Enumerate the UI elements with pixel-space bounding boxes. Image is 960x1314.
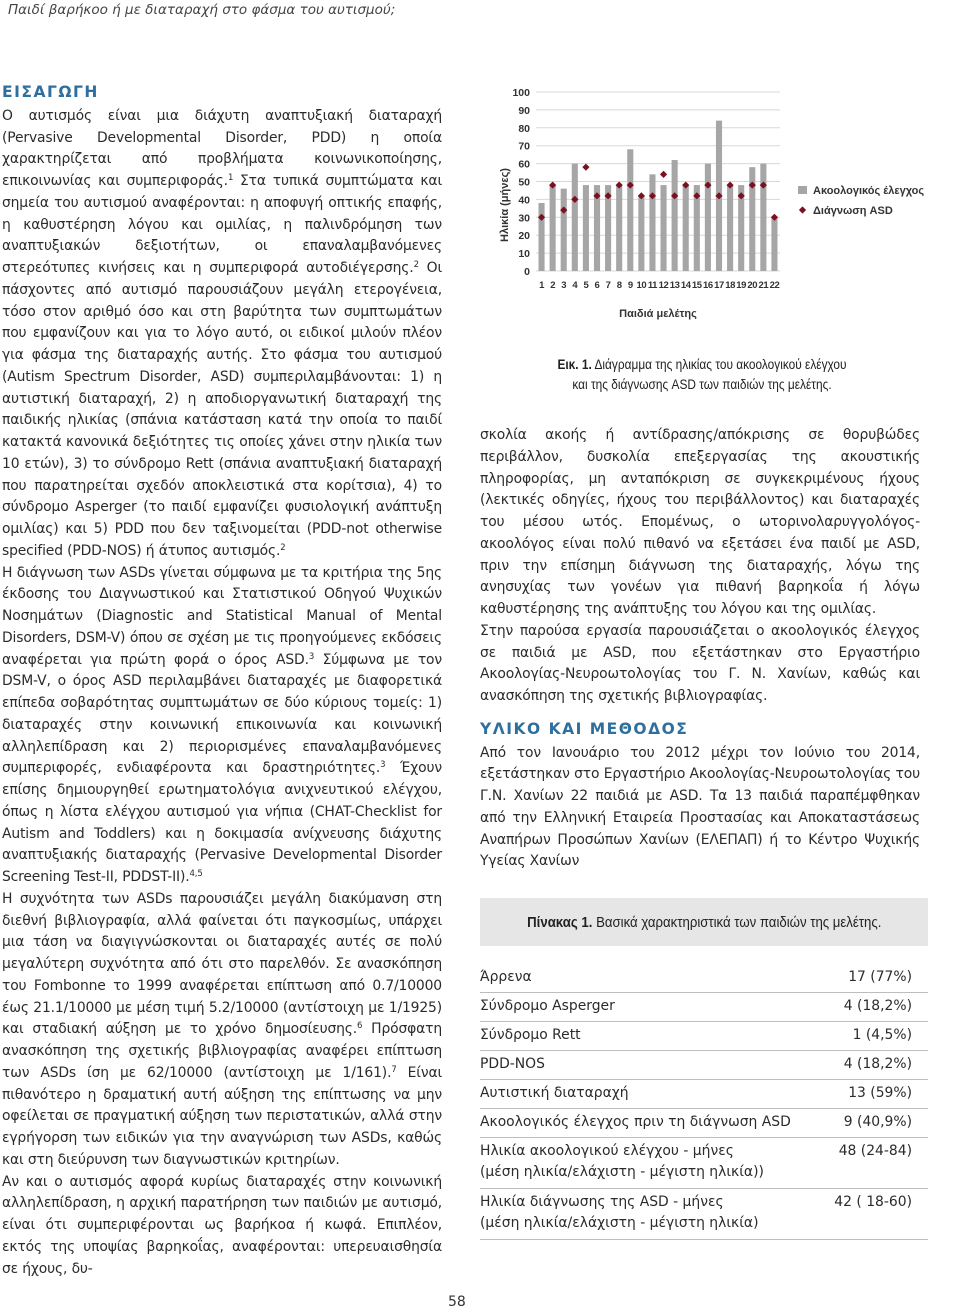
chart-xtick-label: 19 (736, 280, 747, 291)
chart-ytick-label: 100 (512, 87, 530, 99)
chart-bar (660, 185, 666, 271)
table-row-value: 4 (18,2%) (843, 1056, 912, 1072)
table-row (480, 1080, 928, 1109)
chart-xtick-label: 22 (769, 280, 780, 291)
paragraph-intro-3: Η συχνότητα των ASDs παρουσιάζει μεγάλη διακύμανση στη διεθνή βιβλιογραφία, αλλά φαίνεται ότι παγκοσμίως, υπάρχει μια τάση να διαγιγνώσκονται οι διαταραχές αυτές σε πολύ μεγαλύτερη συχνότητα από ότι στο παρελθόν. Σε ανασκόπηση του Fombonne το 1999 αναφέρεται επίπτωση από 0.7/10000 έως 21.1/10000 με μέση τιμή 5.2/10000 (αντίστοιχη με 1/1925) και σταδιακή αύξηση με το χρόνο δημοσίευσης.$^6$ Πρόσφατη ανασκόπηση της σχετικής βιβλιογραφίας αναφέρει επίπτωση των ASDs ίση με 62/10000 (αντίστοιχη με 1/161).$^7$ Είναι πιθανότερο η δραματική αυτή αύξηση της επίπτωσης να μην οφείλεται σε πραγματική αύξηση των περιστατικών, αλλά στην εγρήγορση των ειδικών για την αναγνώριση των ASDs, καθώς και στη διεύρυνση των διαγνωστικών κριτηρίων. (2, 890, 442, 1168)
legend-swatch-marker (799, 206, 806, 213)
chart-xtick-label: 8 (616, 280, 622, 291)
table-row-label: Ακοολογικός έλεγχος πριν τη διάγνωση ASD (480, 1114, 791, 1130)
table-row-value: 48 (24-84) (838, 1143, 912, 1159)
chart-legend (798, 185, 924, 217)
figure-chart (480, 80, 930, 380)
chart-xtick-label: 10 (636, 280, 647, 291)
table-row (480, 1051, 928, 1080)
paragraph-intro-4: Αν και ο αυτισμός αφορά κυρίως διαταραχές στην κοινωνική αλληλεπίδραση, η αρχική παρατήρηση των παιδιών με αυτισμό, είναι ότι συμπεριφέρονται ως βαρήκοα ή κωφά. Επιπλέον, εκτός της υποψίας βαρηκοΐας, αναφέρονται: υπερευαισθησία σε ήχους, δυ- (2, 1173, 442, 1277)
chart-bar (538, 203, 544, 271)
chart-xtick-label: 17 (714, 280, 724, 291)
table-row-value: 1 (4,5%) (852, 1027, 912, 1043)
chart-bar (771, 217, 777, 271)
table-row-value: 4 (18,2%) (843, 998, 912, 1014)
right-column (480, 425, 920, 873)
figure-caption-line1: Διάγραμμα της ηλικίας του ακοολογικού ελέγχου (594, 357, 847, 372)
chart-xtick-label: 6 (594, 280, 600, 291)
chart-bar (672, 160, 678, 271)
table-row-label: Σύνδρομο Rett (480, 1027, 581, 1043)
figure-label: Εικ. 1. (557, 357, 592, 372)
chart-bar (683, 185, 689, 271)
table-row (480, 1189, 928, 1240)
running-head: Παιδί βαρήκοο ή με διαταραχή στο φάσμα του αυτισμού; (8, 2, 396, 18)
table-row-label: Ηλικία ακοολογικού ελέγχου - μήνες (μέση ηλικία/ελάχιστη - μέγιστη ηλικία)) (480, 1143, 764, 1180)
table-row-value: 17 (77%) (848, 969, 912, 985)
chart-bar (561, 189, 567, 271)
table-row (480, 1022, 928, 1051)
section-heading-methods: ΥΛΙΚΟ ΚΑΙ ΜΕΘΟΔΟΣ (480, 719, 689, 738)
chart-xtick-label: 13 (669, 280, 680, 291)
chart-ytick-label: 10 (518, 248, 530, 261)
chart-xtick-label: 5 (583, 280, 589, 291)
paragraph-right-2: Στην παρούσα εργασία παρουσιάζεται ο ακοολογικός έλεγχος σε παιδιά με ASD, που εξετάστηκαν στο Εργαστήριο Ακοολογίας-Νευροωτολογίας του Γ. Ν. Χανίων, καθώς και ανασκόπηση της σχετικής βιβλιογραφίας. (480, 622, 920, 704)
chart-marker (660, 171, 667, 178)
paragraph-intro-1: Ο αυτισμός είναι μια διάχυτη αναπτυξιακή διαταραχή (Pervasive Developmental Disorder, PDD) η οποία χαρακτηρίζεται από προβλήματα κοινωνικοποίησης, επικοινωνίας και συμπεριφοράς.$^1$ Στα τυπικά συμπτώματα και σημεία του αυτισμού αναφέρονται: η αποφυγή οπτικής επαφής, η καθυστέρηση λόγου και ομιλίας, η παλινδρόμηση των αναπτυξιακών δεξιοτήτων, οι επαναλαμβανόμενες στερεότυπες κινήσεις και η συμπεριφορά αυτοδιέγερσης.$^2$ Οι πάσχοντες από αυτισμό παρουσιάζουν μεγάλη ετερογένεια, τόσο στον αριθμό όσο και στη βαρύτητα των συμπτωμάτων που εμφανίζουν και για το λόγο αυτό, οι ειδικοί μιλούν πλέον για φάσμα της διαταραχής αυτής. Στο φάσμα του αυτισμού (Autism Spectrum Disorder, ASD) συμπεριλαμβάνονται: 1) η αυτιστική διαταραχή, 2) η αποδιοργανωτική διαταραχή της παιδικής ηλικίας (σπάνια κατάσταση κατά την οποία το παιδί κατακτά κανονικά δεξιότητες τις οποίες χάνει στην ηλικία των 10 ετών), 3) το σύνδρομο Rett (σπάνια αναπτυξιακή διαταραχή που παρατηρείται σχεδόν αποκλειστικά στα κορίτσια), 4) το σύνδρομο Asperger (το παιδί εμφανίζει φυσιολογική ανάπτυξη ομιλίας) και 5) PDD που δεν ταξινομείται (PDD-not otherwise specified (PDD-NOS) ή άτυπος αυτισμός.$^2$ (2, 107, 442, 559)
paragraph-intro-2: Η διάγνωση των ASDs γίνεται σύμφωνα με τα κριτήρια της 5ης έκδοσης του Διαγνωστικού και Στατιστικού Οδηγού Ψυχικών Νοσημάτων (Diagnostic and Statistical Manual of Mental Disorders, DSM-V) όπου σε σχέση με τις προηγούμενες εκδόσεις αναφέρεται για πρώτη φορά ο όρος ASD.$^3$ Σύμφωνα με τον DSM-V, ο όρος ASD περιλαμβάνει διαταραχές με διαφορετικά επίπεδα σοβαρότητας συμπτωμάτων σε δύο κύριους τομείς: 1) διαταραχές στην κοινωνική επικοινωνία και κοινωνική αλληλεπίδραση και 2) περιορισμένες επαναλαμβανόμενες συμπεριφορές, ενδιαφέροντα και δραστηριότητες.$^3$ Έχουν επίσης δημιουργηθεί ερωτηματολόγια ανιχνευτικού ελέγχου, όπως η λίστα ελέγχου αυτισμού για νήπια (CHAT-Checklist for Autism and Toddlers) και η δοκιμασία ανίχνευσης διάχυτης αναπτυξιακής διαταραχής (Pervasive Developmental Disorder Screening Test-II, PDDST-II).$^{4,5}$ (2, 564, 442, 885)
table-row-label: Αυτιστική διαταραχή (480, 1085, 629, 1101)
table-row-label: Ηλικία διάγνωσης της ASD - μήνες (μέση ηλικία/ελάχιστη - μέγιστη ηλικία) (480, 1194, 759, 1231)
left-column (2, 82, 442, 1280)
table-caption-text: Βασικά χαρακτηριστικά των παιδιών της μελέτης. (592, 913, 882, 931)
chart-ytick-label: 0 (524, 266, 530, 278)
chart-ytick-label: 70 (518, 140, 530, 153)
chart-xtick-label: 7 (605, 280, 611, 291)
chart-xlabel: Παιδιά μελέτης (619, 308, 697, 320)
chart-bar (627, 149, 633, 271)
chart-xtick-label: 14 (680, 280, 691, 291)
page-number: 58 (448, 1294, 466, 1310)
legend-swatch-bar (798, 186, 807, 194)
chart-xtick-label: 15 (691, 280, 702, 291)
section-heading-intro: ΕΙΣΑΓΩΓΗ (2, 83, 99, 101)
chart-xtick-label: 4 (572, 280, 578, 291)
legend-label: Διάγνωση ASD (813, 205, 893, 217)
chart-bar (760, 164, 766, 271)
chart-xtick-label: 9 (627, 280, 633, 291)
figure-caption-line2: και της διάγνωσης ASD των παιδιών της μελέτης. (572, 377, 832, 392)
chart-xtick-label: 12 (658, 280, 669, 291)
bar-chart (480, 80, 930, 330)
chart-ytick-label: 80 (518, 122, 530, 135)
chart-xtick-label: 3 (561, 280, 567, 291)
chart-xtick-label: 2 (550, 280, 556, 291)
chart-bar (572, 164, 578, 271)
chart-bar (727, 185, 733, 271)
chart-bar (616, 185, 622, 271)
chart-bar (638, 196, 644, 271)
paragraph-right-3: Από τον Ιανουάριο του 2012 μέχρι τον Ιούνιο του 2014, εξετάστηκαν στο Εργαστήριο Ακοολογίας-Νευροωτολογίας του Γ.Ν. Χανίων 22 παιδιά με ASD. Τα 13 παιδιά παραπέμφθηκαν από την Ελληνική Εταιρεία Προστασίας και Αποκαταστάσεως Αναπήρων Προσώπων Χανίων (ΕΛΕΠΑΠ) ή το Κέντρο Ψυχικής Υγείας Χανίων (480, 744, 920, 870)
table-caption-label: Πίνακας 1. (526, 913, 593, 931)
table-row (480, 964, 928, 993)
table-row-label: Σύνδρομο Asperger (480, 998, 615, 1014)
chart-marker (582, 164, 589, 171)
legend-label: Ακοολογικός έλεγχος (813, 185, 925, 197)
chart-ytick-label: 60 (518, 158, 530, 171)
chart-xtick-label: 16 (703, 280, 713, 291)
chart-xtick-label: 11 (647, 280, 658, 291)
chart-xtick-label: 21 (758, 280, 769, 291)
chart-ylabel: Ηλικία (μήνες) (499, 168, 511, 242)
table-row (480, 1138, 928, 1189)
chart-ytick-label: 20 (518, 230, 530, 243)
chart-bar (550, 185, 556, 271)
chart-ytick-label: 90 (518, 104, 530, 117)
chart-ytick-label: 30 (518, 212, 530, 225)
chart-ytick-label: 50 (518, 176, 530, 189)
chart-xtick-label: 1 (539, 280, 544, 291)
chart-bar (705, 164, 711, 271)
table-row-value: 42 ( 18-60) (834, 1194, 912, 1210)
table-row (480, 993, 928, 1022)
table-row (480, 1109, 928, 1138)
table-row-label: PDD-NOS (480, 1056, 545, 1072)
chart-xtick-label: 20 (747, 280, 758, 291)
chart-bar (649, 174, 655, 271)
table-row-value: 9 (40,9%) (843, 1114, 912, 1130)
table-caption (480, 898, 928, 946)
paragraph-right-1: σκολία ακοής ή αντίδρασης/απόκρισης σε θορυβώδες περιβάλλον, δυσκολία επεξεργασίας της ακουστικής πληροφορίας, μη ανταπόκριση σε συγκεκριμένους ήχους (λεκτικές οδηγίες, ήχους του περιβάλλοντος) και διαταραχές του μέσου ωτός. Επομένως, ο ωτορινολαρυγγολόγος-ακοολόγος είναι πολύ πιθανό να εξετάσει ένα παιδί με ASD, πριν την επίσημη διάγνωση της διαταραχής, λόγω της ανησυχίας των γονέων για πιθανή βαρηκοΐα ή λόγω καθυστέρησης της ανάπτυξης του λόγου και της ομιλίας. (480, 427, 920, 617)
table-row-value: 13 (59%) (848, 1085, 912, 1101)
chart-bar (583, 185, 589, 271)
figure-caption (508, 355, 895, 395)
table-row-label: Άρρενα (480, 969, 532, 985)
chart-xtick-label: 18 (725, 280, 735, 291)
chart-ytick-label: 40 (518, 194, 530, 207)
characteristics-table (480, 964, 928, 1240)
